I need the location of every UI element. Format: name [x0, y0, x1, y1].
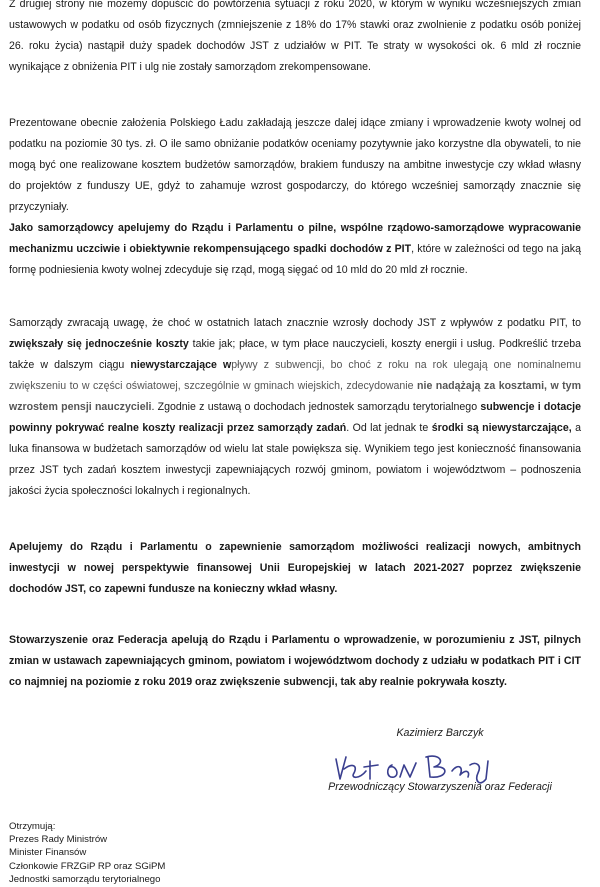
p4-d: niewystarczające w	[130, 359, 232, 371]
recipients-list	[9, 820, 165, 886]
p4-h: . Zgodnie z ustawą o dochodach jednostek samorządu terytorialnego	[151, 401, 481, 413]
paragraph-4	[9, 313, 581, 502]
paragraph-3-bold: Jako samorządowcy apelujemy do Rządu i Parlamentu o pilne, wspólne rządowo-samorządowe wypracowanie mechanizmu uczciwie i obiektywnie rekompensującego spadki dochodów z PIT	[9, 222, 581, 255]
recipient-item: Minister Finansów	[9, 847, 87, 859]
p4-g: nie nadążają za kosztami, w tym wzrostem pensji nauczycieli	[9, 380, 581, 413]
paragraph-1: Z drugiej strony nie możemy dopuścić do powtórzenia sytuacji z roku 2020, w którym w wyniku wcześniejszych zmian ustawowych w podatku od osób fizycznych (zmniejszenie z 18% do 17% stawki oraz zwolnienie z podatku osób poniżej 26. roku życia) nastąpił duży spadek dochodów JST z udziałów w PIT. Te straty w wysokości ok. 6 mld zł rocznie wynikające z obniżenia PIT i ulg nie zostały samorządom zrekompensowane.	[9, 0, 581, 73]
p4-b: zwiększały się jednocześnie koszty	[9, 338, 189, 350]
paragraph-3	[9, 218, 581, 281]
paragraph-6: Stowarzyszenie oraz Federacja apelują do Rządu i Parlamentu o wprowadzenie, w porozumieniu z JST, pilnych zmian w ustawach zapewniających gminom, powiatom i województwom dochody z udziału w podatkach PIT i CIT co najmniej na poziomie z roku 2019 oraz zwiększenie subwencji, tak aby realnie pokrywała koszty.	[9, 634, 581, 688]
p4-e: pływy z subwencji	[231, 359, 322, 371]
p4-c: takie jak; płace, w tym płace nauczycieli, koszty energii i usług. Podkreślić trzeba także w dalszym ciągu	[9, 338, 582, 371]
p4-f: , bo choć z roku na rok ulegają one nominalnemu zwiększeniu to w części oświatowej, szczególnie w gminach wiejskich, zdecydowanie	[9, 359, 581, 392]
recipient-item: Członkowie FRZGiP RP oraz SGiPM	[9, 860, 166, 872]
paragraph-3-rest: , które w zależności od tego na jaką formę podniesienia kwoty wolnej zdecyduje się rząd, mogą sięgać od 10 mld do 20 mld zł rocznie.	[9, 243, 581, 276]
paragraph-5: Apelujemy do Rządu i Parlamentu o zapewnienie samorządom możliwości realizacji nowych, ambitnych inwestycji w nowej perspektywie finansowej Unii Europejskiej w latach 2021-2027 poprzez zwiększenie dochodów JST, co zapewni fundusze na konieczny wkład własny.	[9, 541, 581, 595]
p4-a: Samorządy zwracają uwagę, że choć w ostatnich latach znacznie wzrosły dochody JST z wpływów z podatku PIT, to	[9, 317, 581, 329]
recipients-heading: Otrzymują:	[9, 821, 56, 832]
recipient-item: Jednostki samorządu terytorialnego	[9, 873, 161, 885]
signatory-name: Kazimierz Barczyk	[396, 727, 484, 739]
recipient-item: Prezes Rady Ministrów	[9, 834, 108, 846]
p4-k: środki są niewystarczające,	[431, 422, 572, 434]
paragraph-2: Prezentowane obecnie założenia Polskiego Ładu zakładają jeszcze dalej idące zmiany i wprowadzenie kwoty wolnej od podatku na poziomie 30 tys. zł. O ile samo obniżanie podatków oceniamy pozytywnie jako korzystne dla obywateli, to nie mogą być one realizowane kosztem budżetów samorządów, brakiem funduszy na ambitne inwestycje czy wkład własny do projektów z funduszy UE, gdyż to zahamuje wzrost gospodarczy, do którego wcześniej samorządy znacznie się przyczyniały.	[9, 117, 581, 213]
p4-l: a luka finansowa w budżetach samorządów od wielu lat stale powiększa się. Wynikiem tego jest konieczność finansowania przez JST tych zadań kosztem inwestycji zapewniających rozwój gminom, powiatom i województwom – podnoszenia jakości życia społeczności lokalnych i regionalnych.	[9, 422, 581, 497]
p4-i: subwencje i dotacje powinny pokrywać realne koszty realizacji przez samorządy zadań	[9, 401, 581, 434]
signatory-title: Przewodniczący Stowarzyszenia oraz Federacji	[328, 781, 552, 793]
p4-j: . Od lat jednak te	[346, 422, 432, 434]
